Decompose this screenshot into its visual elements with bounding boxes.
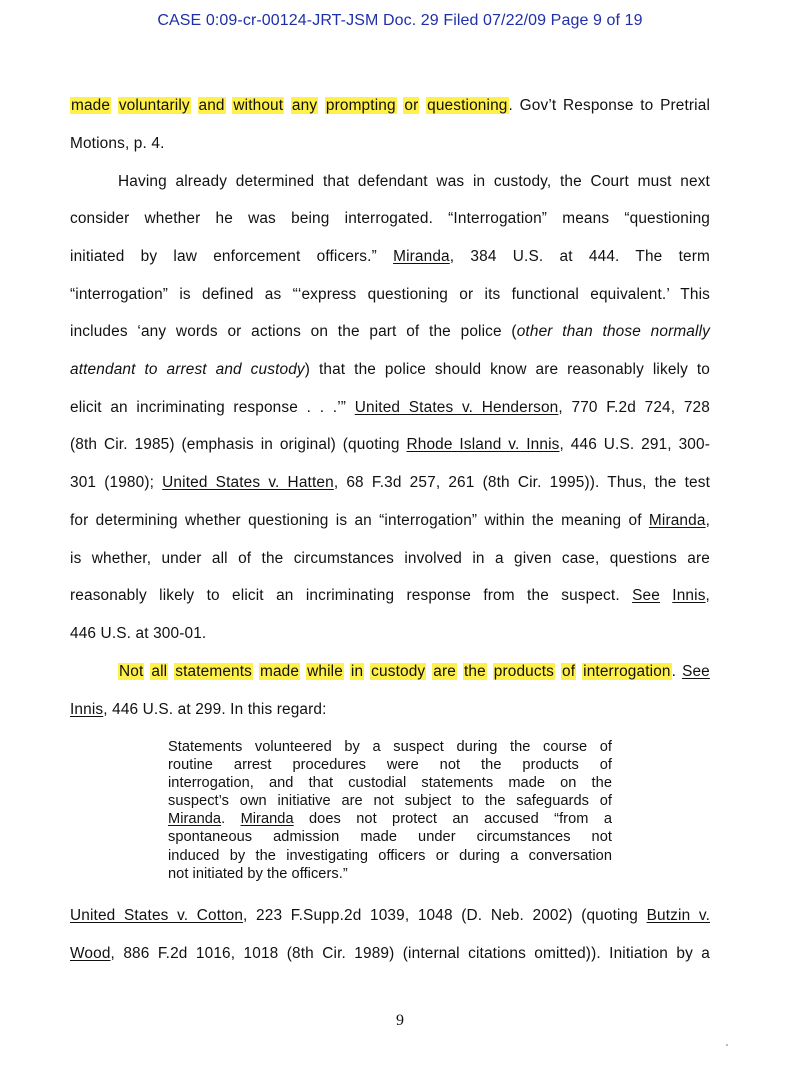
body-text: , 446 U.S. 291, 300- (559, 436, 710, 453)
body-text: , 68 F.3d 257, 261 (8th Cir. 1995)). Thus, the test (333, 474, 710, 491)
highlighted-text: any (291, 97, 318, 114)
body-text: . Gov’t Response to Pretrial (508, 97, 711, 114)
quote-line: interrogation, and that custodial statements made on the (168, 775, 612, 792)
body-text: includes ‘any words or actions on the part of the police ( (70, 323, 517, 340)
case-citation: United States v. Hatten (162, 474, 334, 491)
body-line: 446 U.S. at 300-01. (70, 625, 207, 642)
body-line (70, 944, 710, 964)
body-text: , (705, 512, 710, 529)
body-line (70, 700, 710, 720)
body-line: Motions, p. 4. (70, 135, 165, 152)
highlighted-text: while (307, 663, 343, 680)
body-line: Having already determined that defendant was in custody, the Court must next (118, 173, 710, 190)
body-text: , 384 U.S. at 444. The term (449, 248, 710, 265)
signal-see: See (632, 587, 660, 604)
case-citation: Miranda (240, 811, 294, 828)
quote-line: Statements volunteered by a suspect during the course of (168, 739, 612, 755)
highlighted-text: products (493, 663, 555, 680)
body-text: , 446 U.S. at 299. In this regard: (103, 701, 327, 718)
page-number: 9 (396, 1012, 404, 1029)
case-citation: Rhode Island v. Innis (406, 436, 560, 453)
body-text: for determining whether questioning is an “interrogation” within the meaning of (70, 512, 649, 529)
body-text: initiated by law enforcement officers.” (70, 248, 394, 265)
highlighted-text: custody (371, 663, 426, 680)
body-text: ) that the police should know are reasonably likely to (304, 361, 710, 378)
highlighted-text: questioning (427, 97, 508, 114)
case-citation: Wood (70, 945, 111, 962)
body-text: , (705, 587, 710, 604)
highlighted-text: the (463, 663, 486, 680)
highlighted-text: interrogation (583, 663, 671, 680)
body-line (118, 662, 710, 682)
emphasis-text: other than those normally (516, 323, 711, 340)
body-text: 301 (1980); (70, 474, 163, 491)
body-line (70, 398, 710, 418)
body-line: “interrogation” is defined as “‘express questioning or its functional equivalent.’ This (70, 286, 710, 303)
body-line (70, 435, 710, 455)
case-citation: United States v. Henderson (354, 399, 559, 416)
body-line (70, 96, 710, 116)
case-citation: Miranda (168, 811, 222, 828)
case-citation: Innis (70, 701, 104, 718)
body-line: consider whether he was being interrogated. “Interrogation” means “questioning (70, 210, 710, 227)
signal-see: See (682, 663, 710, 680)
body-line (70, 906, 710, 926)
body-text: reasonably likely to elicit an incriminating response from the suspect. (70, 587, 633, 604)
emphasis-text: attendant to arrest and custody (70, 361, 305, 378)
quote-line (168, 810, 612, 828)
quote-line: spontaneous admission made under circumstances not (168, 829, 612, 846)
highlighted-text: all (151, 663, 168, 680)
highlighted-text: and (198, 97, 225, 114)
case-header: CASE 0:09-cr-00124-JRT-JSM Doc. 29 Filed 07/22/09 Page 9 of 19 (157, 12, 643, 29)
body-text (660, 587, 672, 604)
highlighted-text: made (71, 97, 111, 114)
body-line (70, 511, 710, 531)
body-line (70, 360, 710, 380)
body-line (70, 247, 710, 267)
body-text: . (221, 811, 241, 828)
body-text: (8th Cir. 1985) (emphasis in original) (quoting (70, 436, 407, 453)
body-text: . (671, 663, 683, 680)
body-line: is whether, under all of the circumstances involved in a given case, questions are (70, 550, 710, 567)
case-citation: Innis (672, 587, 706, 604)
block-quote (168, 738, 612, 883)
quote-line: suspect’s own initiative are not subject to the safeguards of (168, 793, 612, 810)
highlighted-text: are (433, 663, 456, 680)
highlighted-text: voluntarily (118, 97, 190, 114)
quote-line: induced by the investigating officers or during a conversation (168, 847, 612, 864)
case-citation: Miranda (648, 512, 706, 529)
body-line (70, 473, 710, 493)
scan-speck (726, 1044, 728, 1046)
body-text: elicit an incriminating response . . .’” (70, 399, 355, 416)
highlighted-text: statements (175, 663, 253, 680)
case-citation: Miranda (393, 248, 450, 265)
quote-line: routine arrest procedures were not the products of (168, 757, 612, 774)
highlighted-text: without (233, 97, 284, 114)
highlighted-text: in (350, 663, 364, 680)
highlighted-text: of (562, 663, 576, 680)
case-citation: Butzin v. (646, 907, 710, 924)
highlighted-text: Not (119, 663, 144, 680)
body-text: does not protect an accused “from a (293, 811, 612, 828)
quote-line: not initiated by the officers.” (168, 865, 348, 882)
highlighted-text: or (404, 97, 419, 114)
body-line (70, 586, 710, 606)
case-citation: United States v. Cotton (70, 907, 244, 924)
body-line (70, 322, 710, 342)
body-text: , 886 F.2d 1016, 1018 (8th Cir. 1989) (internal citations omitted)). Initiation by a (110, 945, 710, 962)
highlighted-text: prompting (325, 97, 396, 114)
body-text: , 770 F.2d 724, 728 (558, 399, 710, 416)
highlighted-text: made (260, 663, 300, 680)
body-text: , 223 F.Supp.2d 1039, 1048 (D. Neb. 2002) (quoting (243, 907, 647, 924)
